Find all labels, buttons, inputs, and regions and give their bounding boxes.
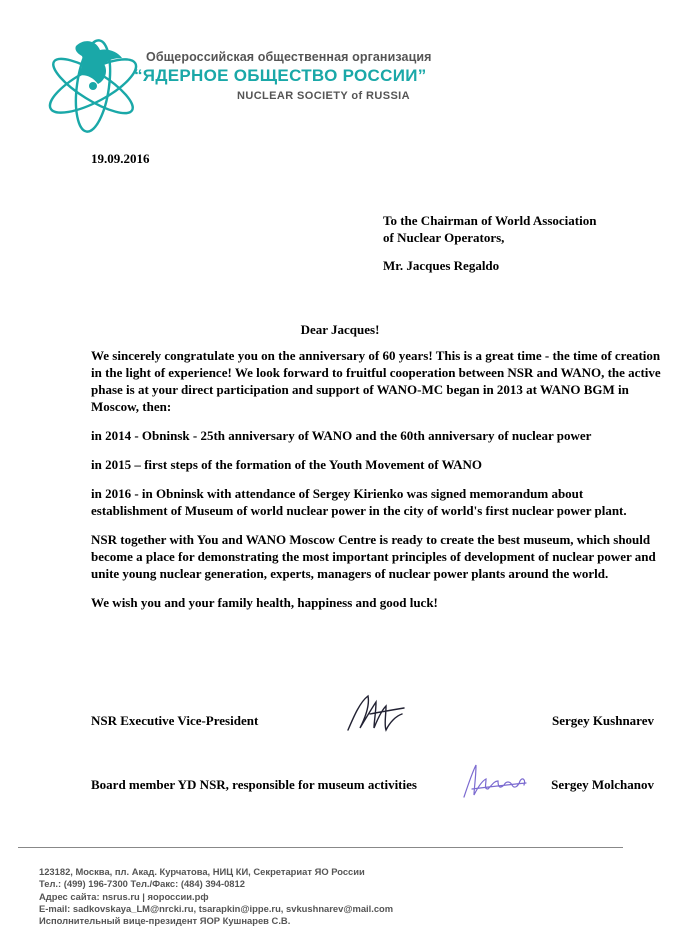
letter-body bbox=[91, 347, 661, 623]
paragraph: We sincerely congratulate you on the anniversary of 60 years! This is a great time - the time of creation in the light of experience! We look forward to fruitful cooperation between NSR and WANO, the active phase is at your direct participation and support of WANO-MC began in 2013 at WANO BGM in Moscow, then: bbox=[91, 348, 661, 414]
addressee-line: of Nuclear Operators, bbox=[383, 230, 505, 245]
signature-row bbox=[91, 777, 654, 797]
signature-molchanov-icon bbox=[458, 757, 530, 803]
dove-atom-logo-icon bbox=[38, 28, 148, 138]
paragraph: We wish you and your family health, happiness and good luck! bbox=[91, 595, 438, 610]
footer-line: Исполнительный вице-президент ЯОР Кушнарев С.В. bbox=[39, 915, 291, 927]
signatory-title: NSR Executive Vice-President bbox=[91, 713, 259, 728]
letter-date: 19.09.2016 bbox=[91, 151, 150, 166]
paragraph: NSR together with You and WANO Moscow Centre is ready to create the best museum, which should become a place for demonstrating the most important principles of development of nuclear power and unite young nuclear generation, experts, managers of nuclear power plants around the world. bbox=[91, 532, 656, 581]
addressee-block bbox=[383, 212, 653, 274]
paragraph: in 2016 - in Obninsk with attendance of Sergey Kirienko was signed memorandum about establishment of Museum of world nuclear power in the city of world's first nuclear power plant. bbox=[91, 486, 627, 518]
footer-line: Адрес сайта: nsrus.ru | яороссии.рф bbox=[39, 890, 209, 902]
org-english-name: NUCLEAR SOCIETY of RUSSIA bbox=[237, 90, 410, 102]
paragraph: in 2014 - Obninsk - 25th anniversary of WANO and the 60th anniversary of nuclear power bbox=[91, 428, 592, 443]
footer-contacts bbox=[39, 866, 393, 927]
org-type-line: Общероссийская общественная организация bbox=[146, 50, 432, 64]
addressee-line: To the Chairman of World Association bbox=[383, 213, 597, 228]
signature-kushnarev-icon bbox=[340, 688, 410, 738]
signatory-name: Sergey Kushnarev bbox=[552, 713, 654, 728]
signatory-title: Board member YD NSR, responsible for museum activities bbox=[91, 777, 417, 792]
footer-line: Тел.: (499) 196-7300 Тел./Факс: (484) 394-0812 bbox=[39, 878, 245, 890]
paragraph: in 2015 – first steps of the formation of the Youth Movement of WANO bbox=[91, 457, 483, 472]
addressee-line: Mr. Jacques Regaldo bbox=[383, 258, 500, 273]
salutation: Dear Jacques! bbox=[300, 322, 380, 337]
signatory-name: Sergey Molchanov bbox=[551, 777, 654, 792]
footer-divider bbox=[18, 847, 623, 848]
footer-line: E-mail: sadkovskaya_LM@nrcki.ru, tsarapkin@ippe.ru, svkushnarev@mail.com bbox=[39, 902, 394, 914]
footer-line: 123182, Москва, пл. Акад. Курчатова, НИЦ КИ, Секретариат ЯО России bbox=[39, 866, 365, 877]
org-name: “ЯДЕРНОЕ ОБЩЕСТВО РОССИИ” bbox=[134, 66, 427, 85]
